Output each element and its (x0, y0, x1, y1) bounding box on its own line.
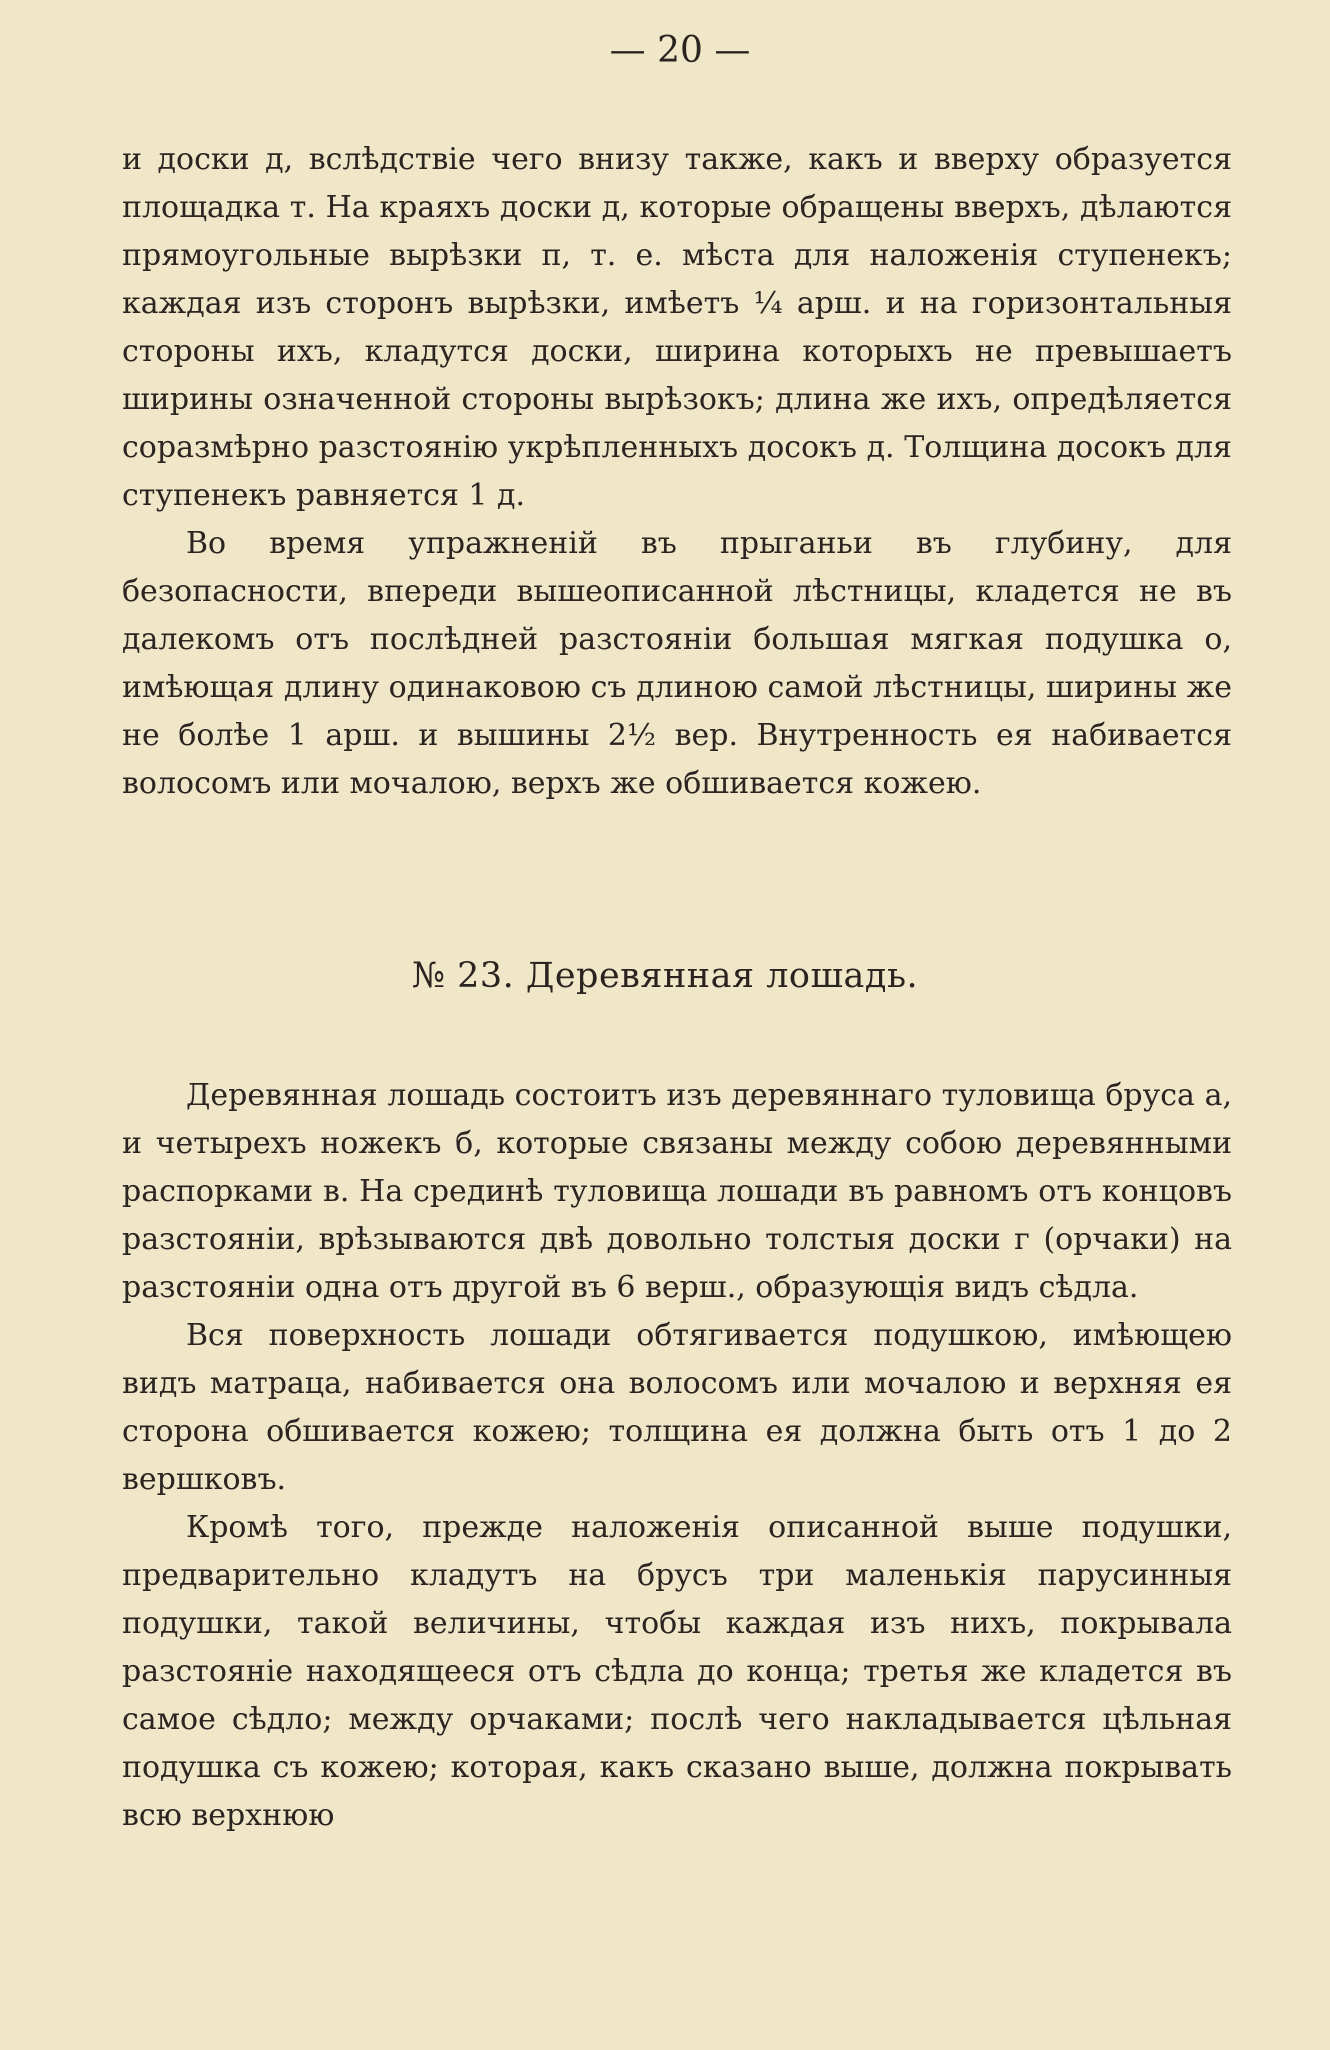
paragraph-ladder-construction: и доски д, вслѣдствіе чего внизу также, какъ и вверху образуется площадка т. На краяхъ доски д, которые обращены вверхъ, дѣлаются прямоугольные вырѣзки п, т. е. мѣста для наложенія ступенекъ; каждая изъ сторонъ вырѣзки, имѣетъ ¼ арш. и на горизонтальныя стороны ихъ, кладутся доски, ширина которыхъ не превышаетъ ширины означенной стороны вырѣзокъ; длина же ихъ, опредѣляется соразмѣрно разстоянію укрѣпленныхъ досокъ д. Толщина досокъ для ступенекъ равняется 1 д. (122, 142, 1232, 513)
section-2-text (122, 1072, 1232, 1840)
paragraph-small-cushions: Кромѣ того, прежде наложенія описанной выше подушки, предварительно кладутъ на брусъ три маленькія парусинныя подушки, такой величины, чтобы каждая изъ нихъ, покрывала разстояніе находящееся отъ сѣдла до конца; третья же кладется въ самое сѣдло; между орчаками; послѣ чего накладывается цѣльная подушка съ кожею; которая, какъ сказано выше, должна покрывать всю верхнюю (122, 1510, 1232, 1833)
page-number: — 20 — (609, 30, 751, 71)
paragraph-horse-structure: Деревянная лошадь состоитъ изъ деревяннаго туловища бруса а, и четырехъ ножекъ б, которые связаны между собою деревянными распорками в. На срединѣ туловища лошади въ равномъ отъ концовъ разстояніи, врѣзываются двѣ довольно толстыя доски г (орчаки) на разстояніи одна отъ другой въ 6 верш., образующія видъ сѣдла. (122, 1078, 1232, 1305)
paragraph-safety-cushion: Во время упражненій въ прыганьи въ глубину, для безопасности, впереди вышеописанной лѣстницы, кладется не въ далекомъ отъ послѣдней разстояніи большая мягкая подушка о, имѣющая длину одинаковою съ длиною самой лѣстницы, ширины же не болѣе 1 арш. и вышины 2½ вер. Внутренность ея набивается волосомъ или мочалою, верхъ же обшивается кожею. (122, 526, 1232, 801)
paragraph-horse-cushion: Вся поверхность лошади обтягивается подушкою, имѣющею видъ матраца, набивается она волосомъ или мочалою и верхняя ея сторона обшивается кожею; толщина ея должна быть отъ 1 до 2 вершковъ. (122, 1318, 1232, 1497)
section-1-text (122, 136, 1232, 808)
section-heading-wooden-horse: № 23. Деревянная лошадь. (411, 956, 919, 996)
